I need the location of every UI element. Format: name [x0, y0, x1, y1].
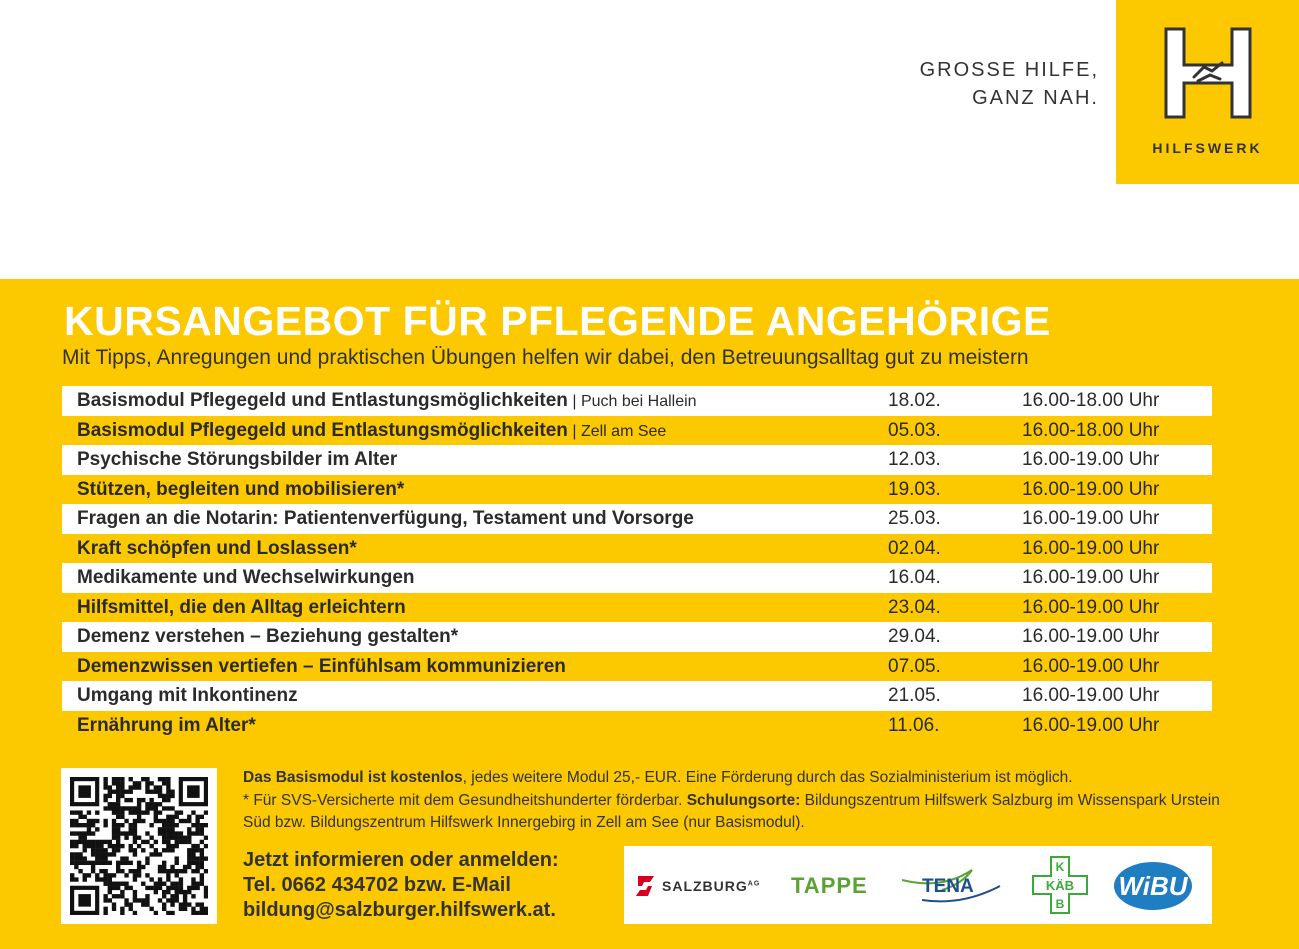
course-title: Kraft schöpfen und Loslassen*: [77, 537, 357, 559]
course-table: [62, 386, 1212, 740]
table-row: [62, 386, 1212, 416]
tappe-logo: TAPPE: [791, 873, 868, 898]
kab-letter-b: B: [1055, 897, 1065, 911]
kab-logo: [1032, 856, 1088, 919]
tena-logo: [902, 866, 1002, 911]
page-subtitle: Mit Tipps, Anregungen und praktischen Übungen helfen wir dabei, den Betreuungsalltag gut zu meistern: [62, 346, 1029, 369]
course-title: Demenz verstehen – Beziehung gestalten*: [77, 626, 459, 647]
call-to-action: [243, 848, 559, 923]
course-title: Hilfsmittel, die den Alltag erleichtern: [77, 596, 406, 618]
course-title: Demenzwissen vertiefen – Einfühlsam kommunizieren: [77, 655, 566, 677]
qr-code[interactable]: [61, 768, 217, 924]
kab-letters: KÄB: [1045, 878, 1075, 893]
course-date: 05.03.: [888, 419, 941, 441]
course-title: Medikamente und Wechselwirkungen: [77, 567, 415, 588]
kab-cross-icon: [1032, 856, 1088, 914]
course-title: Fragen an die Notarin: Patientenverfügung, Testament und Vorsorge: [77, 508, 694, 529]
course-time: 16.00-19.00 Uhr: [1022, 685, 1160, 706]
course-time: 16.00-18.00 Uhr: [1022, 419, 1160, 441]
course-date: 23.04.: [888, 596, 941, 618]
cta-email-link[interactable]: bildung@salzburger.hilfswerk.at.: [243, 899, 556, 921]
table-row: [62, 445, 1212, 475]
course-title: Stützen, begleiten und mobilisieren*: [77, 478, 405, 500]
info-text: [243, 767, 1223, 835]
course-time: 16.00-19.00 Uhr: [1022, 508, 1160, 529]
course-title: Ernährung im Alter*: [77, 714, 256, 736]
hilfswerk-logo-icon: [1164, 27, 1252, 119]
course-date: 16.04.: [888, 567, 941, 588]
table-row: [62, 711, 1212, 741]
course-time: 16.00-19.00 Uhr: [1022, 478, 1160, 500]
cta-line1: Jetzt informieren oder anmelden:: [243, 849, 559, 871]
course-title: Psychische Störungsbilder im Alter: [77, 449, 398, 470]
table-row: [62, 593, 1212, 623]
tena-text: TENA: [922, 876, 974, 897]
salzburg-ag-text: $SALZBURG^{AG}$: [662, 878, 761, 894]
course-time: 16.00-19.00 Uhr: [1022, 596, 1160, 618]
page-title: KURSANGEBOT FÜR PFLEGENDE ANGEHÖRIGE: [64, 298, 1051, 344]
header-area: [0, 0, 1299, 279]
tagline: [920, 56, 1099, 112]
course-date: 02.04.: [888, 537, 941, 559]
info-svs: * Für SVS-Versicherte mit dem Gesundheitshunderter förderbar.: [243, 791, 687, 809]
course-location: Zell am See: [580, 422, 667, 440]
kab-letter-k: K: [1055, 860, 1065, 874]
table-row: [62, 416, 1212, 446]
info-rest-1: , jedes weitere Modul 25,- EUR. Eine Förderung durch das Sozialministerium ist möglich.: [462, 769, 1073, 786]
course-date: 29.04.: [888, 626, 941, 647]
course-time: 16.00-19.00 Uhr: [1022, 655, 1160, 677]
table-row: [62, 563, 1212, 593]
course-title: Umgang mit Inkontinenz: [77, 685, 298, 706]
course-time: 16.00-19.00 Uhr: [1022, 626, 1160, 647]
table-row: [62, 534, 1212, 564]
info-line-1: [243, 767, 1223, 790]
partner-logos: [624, 846, 1212, 924]
course-time: 16.00-19.00 Uhr: [1022, 567, 1160, 588]
info-bold-basismodul: Das Basismodul ist kostenlos: [243, 769, 463, 786]
salzburg-ag-logo-icon: [634, 874, 656, 898]
table-row: [62, 622, 1212, 652]
wibu-logo: WiBU: [1114, 862, 1192, 910]
table-row: [62, 475, 1212, 505]
course-time: 16.00-19.00 Uhr: [1022, 714, 1160, 736]
course-date: 21.05.: [888, 685, 941, 706]
tagline-line1: GROSSE HILFE,: [919, 59, 1099, 81]
course-location: Puch bei Hallein: [580, 393, 697, 410]
salzburg-ag-logo: [634, 874, 760, 898]
tagline-line2: GANZ NAH.: [972, 87, 1099, 109]
course-title: Basismodul Pflegegeld und Entlastungsmöglichkeiten | Puch bei Hallein: [77, 390, 697, 411]
info-bold-schulungsorte: Schulungsorte:: [686, 791, 801, 809]
course-time: 16.00-19.00 Uhr: [1022, 537, 1160, 559]
course-date: 11.06.: [888, 714, 940, 736]
table-row: [62, 681, 1212, 711]
table-row: [62, 652, 1212, 682]
course-date: 19.03.: [888, 478, 941, 500]
course-time: 16.00-19.00 Uhr: [1022, 449, 1160, 470]
course-date: 18.02.: [888, 390, 941, 411]
course-date: 12.03.: [888, 449, 941, 470]
course-time: 16.00-18.00 Uhr: [1022, 390, 1160, 411]
table-row: [62, 504, 1212, 534]
hilfswerk-logo: [1116, 0, 1299, 184]
qr-code-icon: [70, 777, 208, 915]
cta-phone[interactable]: Tel. 0662 434702 bzw. E-Mail: [243, 874, 511, 896]
logo-text: HILFSWERK: [1152, 140, 1263, 156]
info-line-2: [243, 790, 1223, 835]
course-date: 25.03.: [888, 508, 941, 529]
course-title: Basismodul Pflegegeld und Entlastungsmöglichkeiten | Zell am See: [77, 419, 667, 441]
course-date: 07.05.: [888, 655, 941, 677]
info-rest-2: Bildungszentrum Hilfswerk Salzburg im Wissenspark Urstein Süd bzw. Bildungszentrum Hilfswerk Innergebirg in Zell am See (nur Basismodul).: [243, 791, 1220, 831]
